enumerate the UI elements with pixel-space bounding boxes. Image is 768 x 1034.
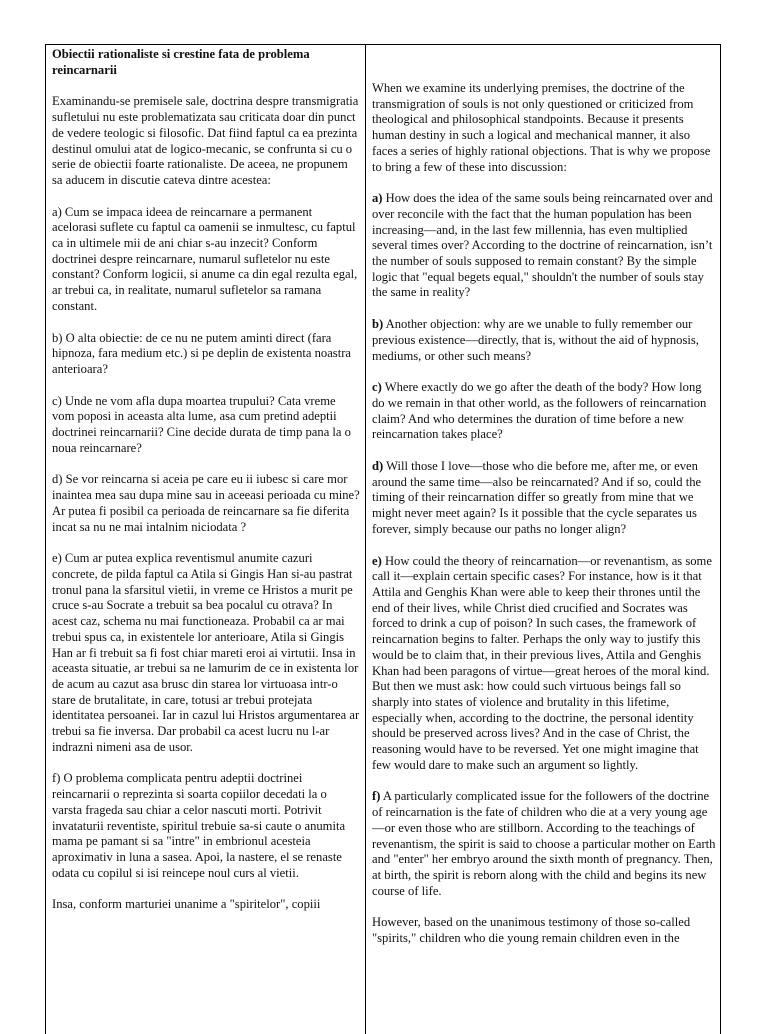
paragraph-b-en [372, 317, 716, 364]
item-text: Where exactly do we go after the death of the body? How long do we remain in that other world, as the followers of reincarnation claim? And who determines the duration of time before a new reincarnation takes place? [372, 380, 707, 442]
paragraph-d-en [372, 459, 716, 538]
document-table [45, 44, 721, 1034]
item-text: Another objection: why are we unable to fully remember our previous existence—directly, that is, without the aid of hypnosis, mediums, or other such means? [372, 317, 699, 363]
item-text: How does the idea of the same souls being reincarnated over and over reconcile with the fact that the human population has been increasing—and, in the last few millennia, has even multiplied several times over? According to the doctrine of reincarnation, isn’t the number of souls supposed to remain constant? By the simple logic that "equal begets equal," shouldn't the number of souls stay the same in reality? [372, 191, 713, 300]
paragraph-f-ro: f) O problema complicata pentru adeptii doctrinei reincarnarii o reprezinta si soarta copiilor decedati la o varsta frageda sau chiar a celor nascuti morti. Potrivit invataturii reventiste, spiritul trebuie sa-si caute o anumita mama pe pamant si sa "intre" in embrionul acesteia aproximativ in luna a sasea. Apoi, la nastere, el se renaste odata cu copilul si isi reincepe noul curs al vietii. [52, 771, 346, 880]
item-text: Will those I love—those who die before me, after me, or even around the same time—also be reincarnated? And if so, could the timing of their reincarnation differ so greatly from mine that we might never meet again? Is it possible that the cycle separates us forever, simply because our paths no longer align? [372, 459, 702, 536]
item-label: f) [372, 789, 381, 804]
document-title: Obiectii rationaliste si crestine fata de problema reincarnarii [52, 47, 310, 77]
paragraph-intro-en: When we examine its underlying premises, the doctrine of the transmigration of souls is not only questioned or criticized from theological and philosophical standpoints. Because it presents human destiny in such a logical and mechanical manner, it also faces a series of highly rational objections. That is why we propose to bring a few of these into discussion: [372, 81, 711, 174]
item-label: e) [372, 553, 382, 568]
item-label: a) [372, 191, 383, 206]
paragraph-a-ro: a) Cum se impaca ideea de reincarnare a permanent acelorasi suflete cu faptul ca oamenii se inmultesc, cu faptul ca in ultimele mii de ani chiar s-au inzecit? Conform doctrinei despre reincarnare, numarul sufletelor nu este constant? Conform logicii, si anume ca din egal rezulta egal, ar trebui ca, in realitate, numarul sufletelor sa ramana constant. [52, 204, 358, 313]
paragraph-closing-en: However, based on the unanimous testimony of those so-called "spirits," children who die young remain children even in the [372, 915, 691, 946]
item-label: d) [372, 459, 384, 474]
paragraph-closing-ro: Insa, conform marturiei unanime a "spiritelor", copiii [52, 897, 321, 912]
english-column [366, 45, 720, 1034]
paragraph-b-ro: b) O alta obiectie: de ce nu ne putem aminti direct (fara hipnoza, fara medium etc.) si pe deplin de existenta noastra anterioara? [52, 330, 351, 376]
romanian-column [46, 45, 366, 1034]
paragraph-c-en [372, 380, 716, 443]
paragraph-e-ro: e) Cum ar putea explica reventismul anumite cazuri concrete, de pilda faptul ca Atila si Gingis Han si-au pastrat tronul pana la sfarsitul vietii, in vreme ce Hristos a murit pe cruce s-au Socrate a trebuit sa bea pocalul cu otrava? In acest caz, schema nu mai functioneaza. Probabil ca ar mai trebui spus ca, in existentele lor anterioare, Atila si Gingis Han ar fi trebuit sa fi fost chiar mareti eroi ai virtutii. Insa in aceasta situatie, ar trebui sa ne lamurim de ce in existenta lor de acum au cazut asa brusc din starea lor virtuoasa intr-o stare de brutalitate, in care, totusi ar trebui protejata identitatea persoanei. Iar in cazul lui Hristos argumentarea ar trebui sa fie inversa. Dar probabil ca acest lucru nu l-ar indrazni nimeni asa de usor. [52, 551, 360, 754]
paragraph-f-en [372, 789, 716, 899]
paragraph-a-en [372, 191, 716, 301]
item-text: A particularly complicated issue for the followers of the doctrine of reincarnation is the fate of children who die at a very young age—or even those who are stillborn. According to the teachings of revenantism, the spirit is said to choose a particular mother on Earth and "enter" her embryo around the sixth month of pregnancy. Then, at birth, the spirit is reborn along with the child and begins its new course of life. [372, 789, 716, 898]
item-label: b) [372, 317, 384, 332]
paragraph-intro-ro: Examinandu-se premisele sale, doctrina despre transmigratia sufletului nu este problematizata sau criticata doar din punct de vedere teologic si filosofic. Dat fiind faptul ca ea prezinta destinul omului atat de logico-mecanic, se confrunta si cu o serie de obiectii foarte rationaliste. De aceea, ne propunem sa aducem in discutie cateva dintre acestea: [52, 94, 359, 187]
paragraph-d-ro: d) Se vor reincarna si aceia pe care eu ii iubesc si care mor inaintea mea sau dupa mine sau in aceeasi perioada cu mine? Ar putea fi posibil ca perioada de reincarnare sa fie diferita incat sa nu ne mai intalnim niciodata ? [52, 472, 360, 534]
item-label: c) [372, 380, 382, 395]
item-text: How could the theory of reincarnation—or revenantism, as some call it—explain certain specific cases? For instance, how is it that Attila and Genghis Khan were able to keep their thrones until the end of their lives, while Christ died crucified and Socrates was forced to drink a cup of poison? In such cases, the framework of reincarnation begins to falter. Perhaps the only way to justify this would be to claim that, in their previous lives, Attila and Genghis Khan had been paragons of virtue—great heroes of the moral kind. But then we must ask: how could such virtuous beings fall so sharply into states of violence and brutality in this lifetime, especially when, according to the doctrine, the personal identity should be preserved across lives? And in the case of Christ, the reasoning would have to be reversed. Yet one might imagine that few would dare to make such an argument so lightly. [372, 553, 712, 772]
paragraph-c-ro: c) Unde ne vom afla dupa moartea trupului? Cata vreme vom poposi in aceasta alta lume, asa cum pretind adeptii doctrinei reincarnarii? Cine decide durata de timp pana la o noua reincarnare? [52, 393, 351, 455]
paragraph-e-en [372, 554, 716, 774]
